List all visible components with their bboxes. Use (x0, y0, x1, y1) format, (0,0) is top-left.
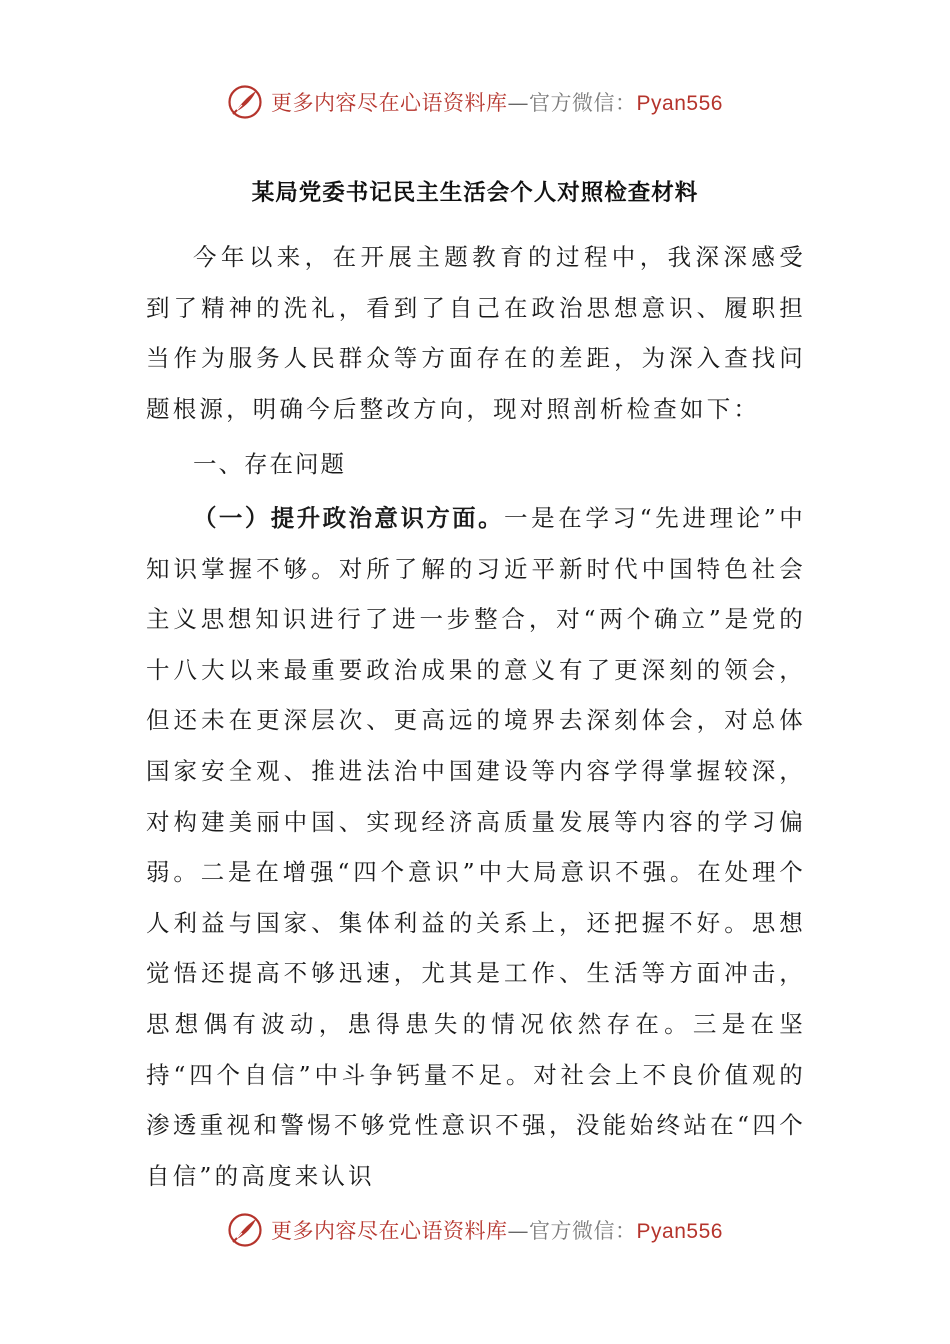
watermark-wechat-label: 官方微信： (529, 1219, 637, 1243)
watermark-text (271, 87, 723, 117)
watermark-dash: — (507, 1219, 530, 1243)
watermark-lead-text: 更多内容尽在心语资料库 (271, 91, 508, 115)
subsection-paragraph (146, 493, 806, 1201)
watermark-wechat-id: Pyan556 (636, 1220, 723, 1243)
watermark-banner-bottom (0, 1210, 950, 1250)
watermark-wechat-label: 官方微信： (529, 91, 637, 115)
watermark-banner-top (0, 82, 950, 122)
subsection-body: 一是在学习“先进理论”中知识掌握不够。对所了解的习近平新时代中国特色社会主义思想知识进行了进一步整合，对“两个确立”是党的十八大以来最重要政治成果的意义有了更深刻的领会，但还未在更深层次、更高远的境界去深刻体会，对总体国家安全观、推进法治中国建设等内容学得掌握较深，对构建美丽中国、实现经济高质量发展等内容的学习偏弱。二是在增强“四个意识”中大局意识不强。在处理个人利益与国家、集体利益的关系上，还把握不好。思想觉悟还提高不够迅速，尤其是工作、生活等方面冲击，思想偶有波动，患得患失的情况依然存在。三是在坚持“四个自信”中斗争钙量不足。对社会上不良价值观的渗透重视和警惕不够党性意识不强，没能始终站在“四个自信”的高度来认识 (146, 503, 807, 1190)
watermark-text (271, 1215, 723, 1245)
watermark-lead-text: 更多内容尽在心语资料库 (271, 1219, 508, 1243)
watermark-dash: — (507, 91, 530, 115)
watermark-wechat-id: Pyan556 (636, 92, 723, 115)
intro-paragraph: 今年以来，在开展主题教育的过程中，我深深感受到了精神的洗礼，看到了自己在政治思想意识、履职担当作为服务人民群众等方面存在的差距，为深入查找问题根源，明确今后整改方向，现对照剖析检查如下： (146, 243, 806, 423)
document-body (146, 232, 806, 1201)
quill-pen-logo-icon (227, 84, 263, 120)
quill-pen-logo-icon (227, 1212, 263, 1248)
document-title: 某局党委书记民主生活会个人对照检查材料 (251, 180, 699, 206)
section-heading: 一、存在问题 (193, 450, 346, 479)
subsection-lead: （一）提升政治意识方面。 (193, 503, 504, 532)
